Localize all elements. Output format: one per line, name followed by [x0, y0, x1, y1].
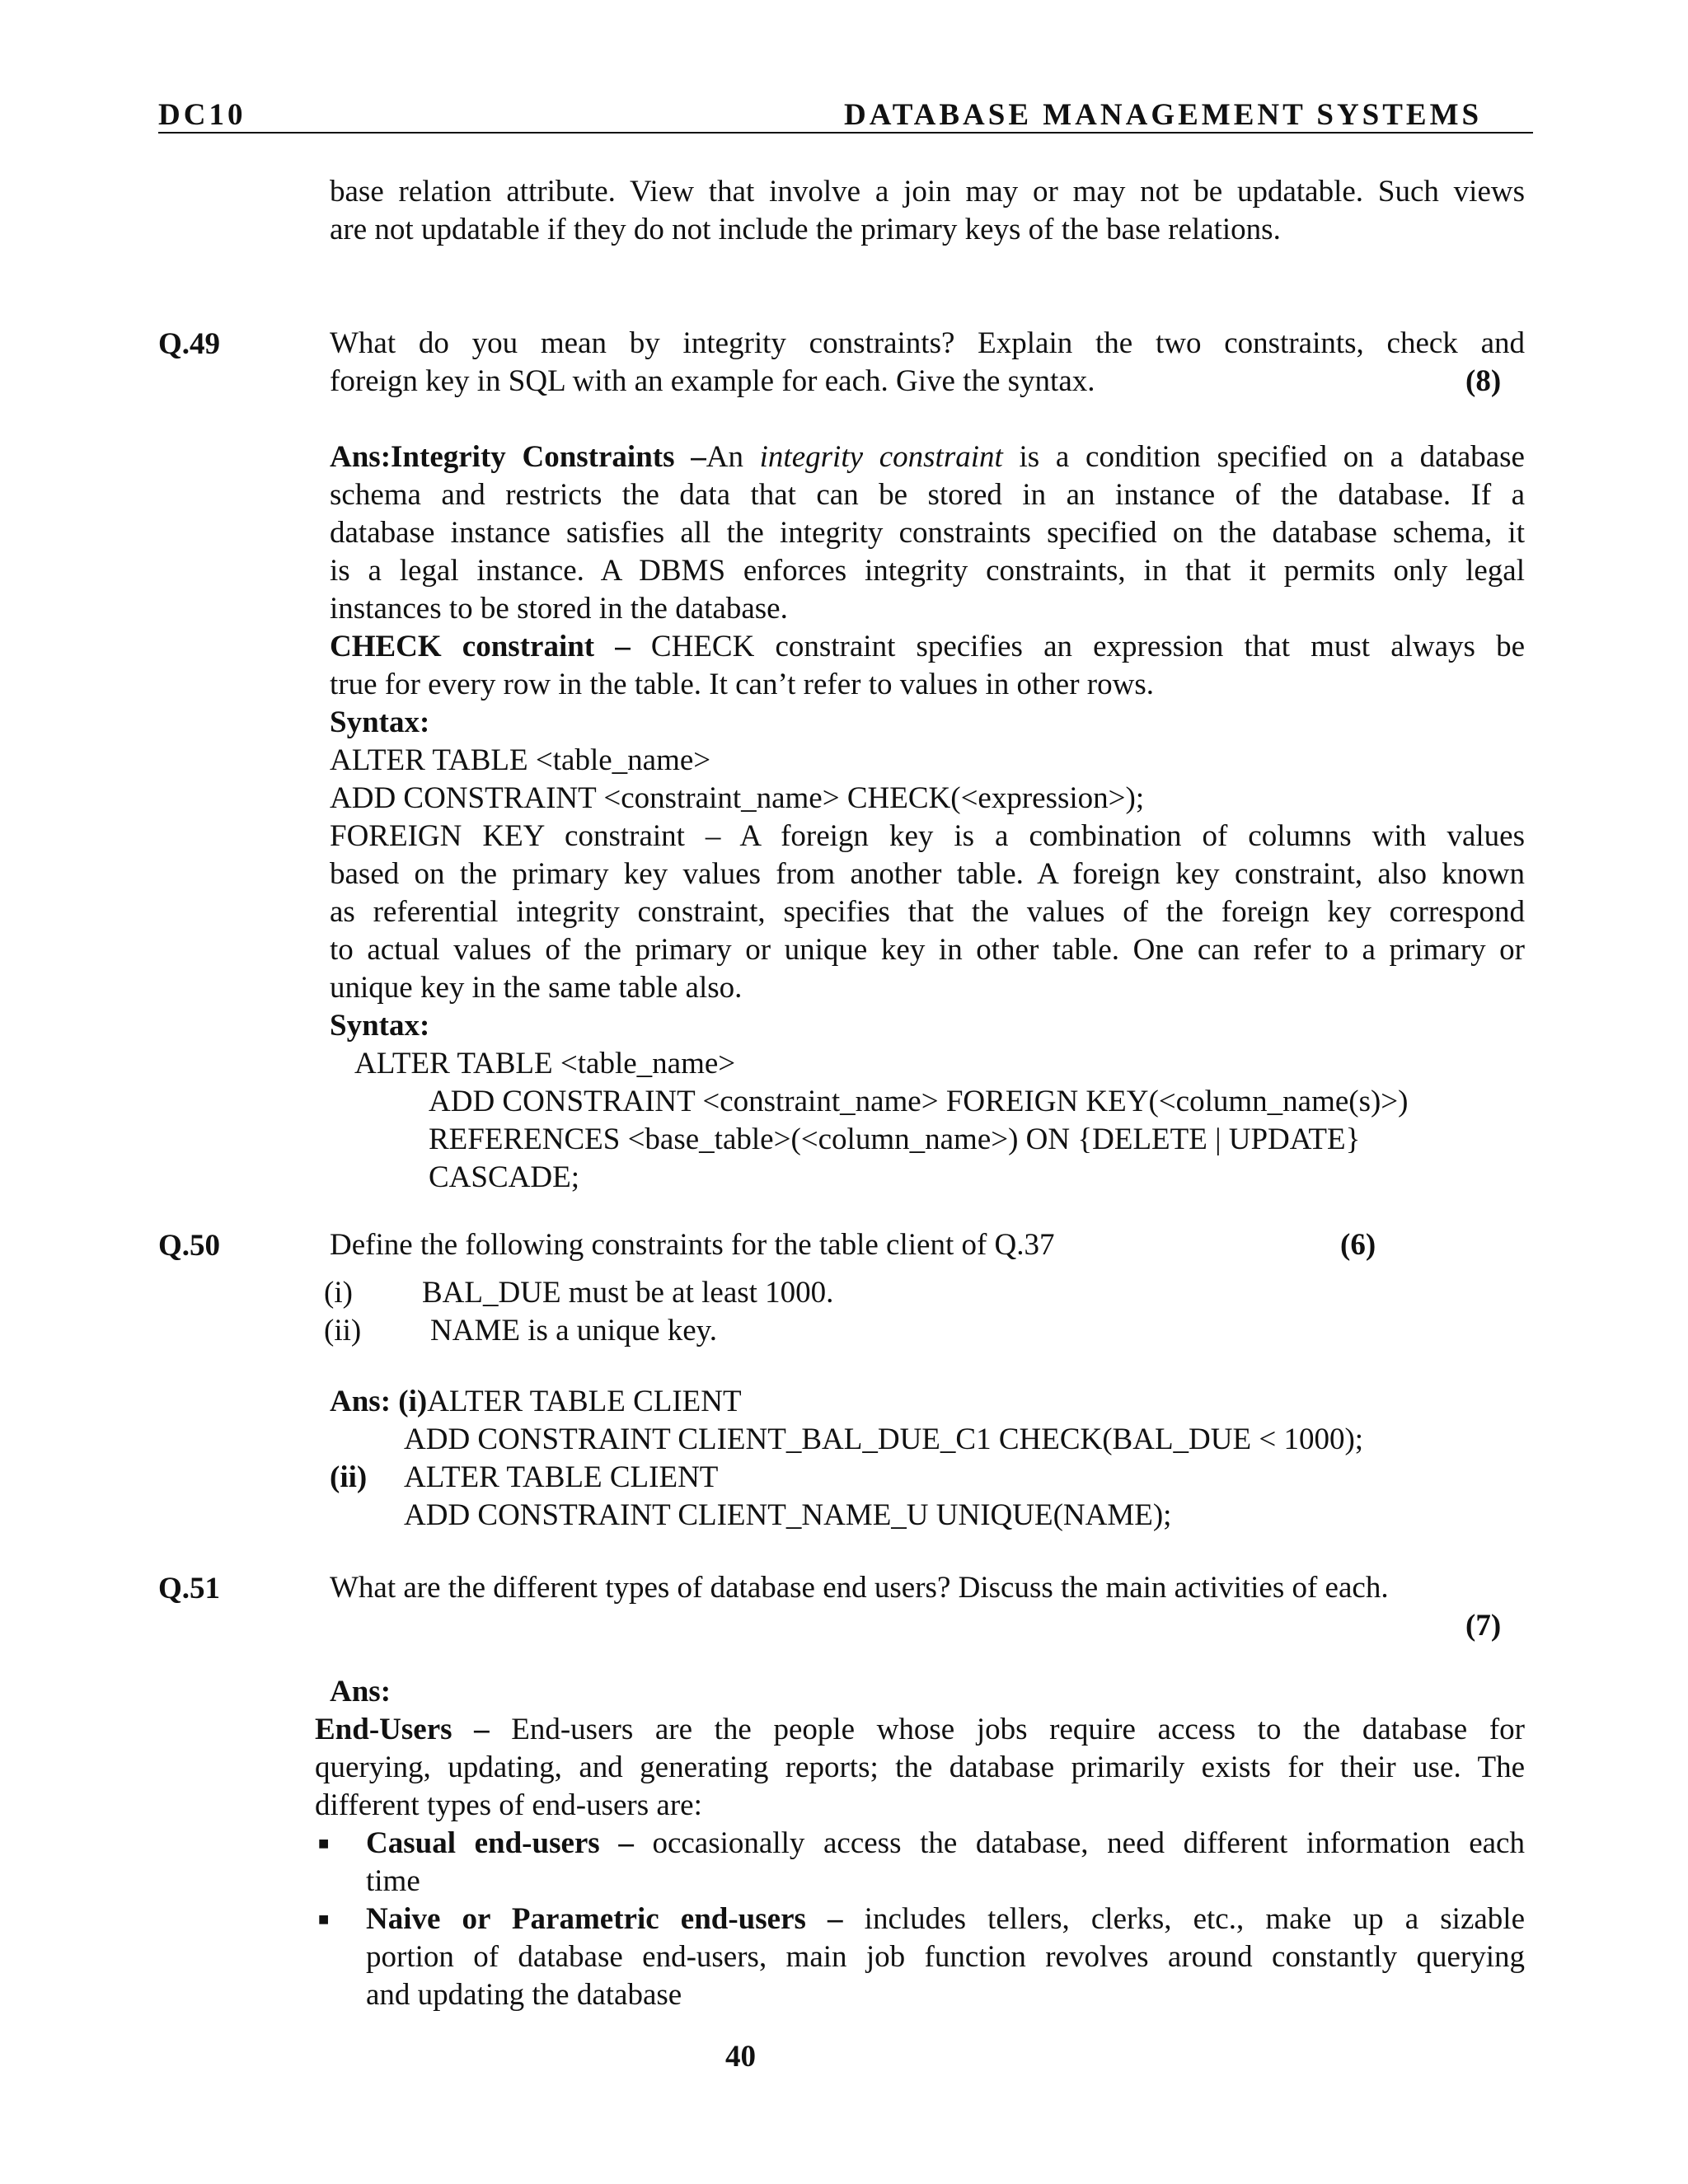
- answer-line: to actual values of the primary or unique key in other table. One can refer to a primary or: [330, 933, 1525, 967]
- header-rule: [158, 132, 1533, 134]
- answer-line: FOREIGN KEY constraint – A foreign key is a combination of columns with values: [330, 819, 1525, 853]
- answer-line: as referential integrity constraint, specifies that the values of the foreign key correspond: [330, 895, 1525, 929]
- header-title: DATABASE MANAGEMENT SYSTEMS: [844, 98, 1483, 132]
- answer-line: ALTER TABLE CLIENT: [404, 1460, 719, 1494]
- answer-text: is a condition specified on a database: [1002, 440, 1525, 474]
- item-label: (ii): [324, 1314, 362, 1347]
- bullet-line: and updating the database: [366, 1978, 682, 2012]
- answer-line: unique key in the same table also.: [330, 971, 743, 1005]
- bullet-line: time: [366, 1864, 420, 1898]
- answer-label: Ans: (i): [330, 1385, 428, 1418]
- bullet-heading: Naive or Parametric end-users –: [366, 1902, 843, 1936]
- answer-paragraph: [330, 438, 1525, 476]
- bullet-text: occasionally access the database, need different information each: [633, 1826, 1525, 1860]
- answer-line: [330, 1383, 742, 1421]
- question-marks: (6): [1340, 1228, 1376, 1262]
- question-text: What are the different types of database end users? Discuss the main activities of each.: [330, 1571, 1389, 1605]
- question-number: Q.49: [158, 327, 221, 361]
- answer-text: ALTER TABLE CLIENT: [427, 1385, 742, 1418]
- question-text: Define the following constraints for the table client of Q.37: [330, 1228, 1055, 1262]
- answer-text: An: [706, 440, 760, 474]
- question-text: What do you mean by integrity constraints? Explain the two constraints, check and: [330, 326, 1525, 360]
- bullet-line: portion of database end-users, main job function revolves around constantly querying: [366, 1940, 1525, 1974]
- answer-text: End-users are the people whose jobs require access to the database for: [489, 1713, 1525, 1746]
- bullet-item: [366, 1900, 1525, 1938]
- syntax-line: CASCADE;: [429, 1160, 579, 1194]
- section-heading: CHECK constraint –: [330, 630, 631, 663]
- section-heading: End-Users –: [315, 1713, 490, 1746]
- answer-label: Ans:: [330, 440, 392, 474]
- question-number: Q.50: [158, 1229, 221, 1263]
- page-number: 40: [725, 2040, 756, 2074]
- header-code: DC10: [158, 98, 246, 132]
- answer-italic: integrity constraint: [759, 440, 1003, 474]
- intro-line: base relation attribute. View that involve a join may or may not be updatable. Such views: [330, 175, 1525, 209]
- answer-line: different types of end-users are:: [315, 1788, 702, 1822]
- answer-line: ADD CONSTRAINT CLIENT_BAL_DUE_C1 CHECK(BAL_DUE < 1000);: [404, 1422, 1364, 1456]
- item-text: BAL_DUE must be at least 1000.: [422, 1276, 834, 1310]
- syntax-line: ADD CONSTRAINT <constraint_name> FOREIGN KEY(<column_name(s)>): [429, 1085, 1409, 1118]
- syntax-line: ALTER TABLE <table_name>: [354, 1047, 736, 1080]
- syntax-line: ADD CONSTRAINT <constraint_name> CHECK(<expression>);: [330, 781, 1145, 815]
- bullet-item: [366, 1825, 1525, 1863]
- intro-line: are not updatable if they do not include the primary keys of the base relations.: [330, 213, 1281, 246]
- answer-label: Ans:: [330, 1675, 392, 1708]
- bullet-icon: ■: [318, 1909, 330, 1929]
- syntax-label: Syntax:: [330, 705, 430, 739]
- answer-label: (ii): [330, 1460, 368, 1494]
- syntax-line: REFERENCES <base_table>(<column_name>) ON {DELETE | UPDATE}: [429, 1122, 1361, 1156]
- answer-line: instances to be stored in the database.: [330, 592, 788, 626]
- answer-line: ADD CONSTRAINT CLIENT_NAME_U UNIQUE(NAME);: [404, 1498, 1172, 1532]
- answer-text: CHECK constraint specifies an expression that must always be: [630, 630, 1526, 663]
- check-paragraph: [330, 628, 1525, 666]
- item-label: (i): [324, 1276, 353, 1310]
- answer-paragraph: [315, 1711, 1525, 1749]
- answer-line: database instance satisfies all the integrity constraints specified on the database schema, it: [330, 516, 1525, 550]
- question-marks: (8): [1465, 364, 1502, 398]
- syntax-label: Syntax:: [330, 1009, 430, 1043]
- question-text: foreign key in SQL with an example for each. Give the syntax.: [330, 364, 1095, 398]
- answer-line: schema and restricts the data that can be stored in an instance of the database. If a: [330, 478, 1525, 512]
- answer-line: true for every row in the table. It can’t refer to values in other rows.: [330, 668, 1154, 701]
- answer-line: based on the primary key values from another table. A foreign key constraint, also known: [330, 857, 1525, 891]
- section-heading: Integrity Constraints –: [391, 440, 706, 474]
- syntax-line: ALTER TABLE <table_name>: [330, 743, 711, 777]
- item-text: NAME is a unique key.: [430, 1314, 718, 1347]
- question-marks: (7): [1465, 1609, 1502, 1643]
- bullet-heading: Casual end-users –: [366, 1826, 634, 1860]
- question-number: Q.51: [158, 1572, 221, 1605]
- answer-line: querying, updating, and generating reports; the database primarily exists for their use. The: [315, 1750, 1525, 1784]
- bullet-icon: ■: [318, 1833, 330, 1854]
- bullet-text: includes tellers, clerks, etc., make up a sizable: [842, 1902, 1526, 1936]
- answer-line: is a legal instance. A DBMS enforces integrity constraints, in that it permits only legal: [330, 554, 1525, 588]
